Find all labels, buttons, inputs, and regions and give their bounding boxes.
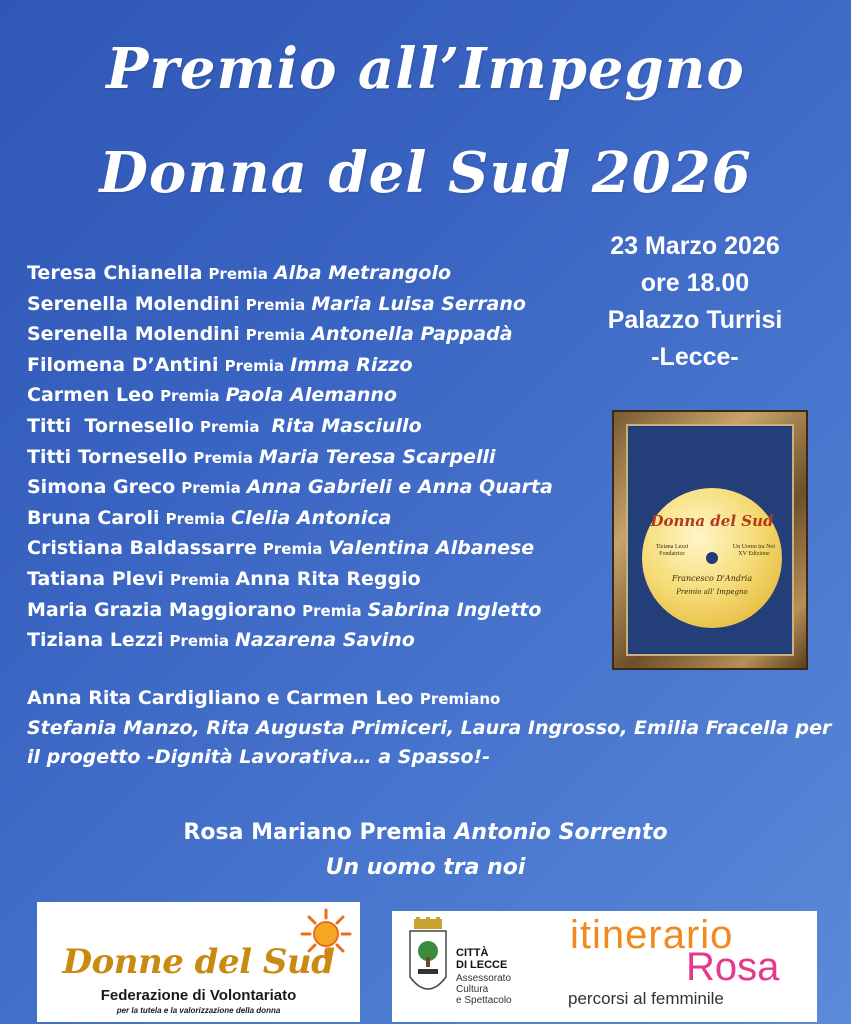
award-verb: Premia bbox=[245, 326, 306, 345]
awards-list bbox=[27, 258, 607, 656]
award-giver: Tiziana Lezzi bbox=[27, 629, 164, 652]
group-award-header bbox=[27, 684, 832, 714]
award-receiver: Rita Masciullo bbox=[271, 414, 422, 437]
plaque-right-line-2: XV Edizione bbox=[738, 551, 770, 557]
award-row bbox=[27, 319, 607, 350]
award-verb: Premia bbox=[169, 632, 229, 651]
award-row bbox=[27, 595, 607, 626]
award-giver: Serenella Molendini bbox=[27, 323, 240, 346]
assessorato-line-3: e Spettacolo bbox=[456, 995, 512, 1006]
plaque-prize: Premio all' Impegno bbox=[676, 588, 748, 596]
award-giver: Simona Greco bbox=[27, 476, 176, 499]
rosa-receiver: Antonio Sorrento bbox=[454, 820, 668, 845]
award-verb: Premia bbox=[245, 295, 306, 314]
group-award-receivers-2: il progetto -Dignità Lavorativa… a Spasso!- bbox=[27, 746, 491, 768]
group-award-verb: Premiano bbox=[419, 690, 501, 708]
group-award-receivers-1: Stefania Manzo, Rita Augusta Primiceri, Laura Ingrosso, Emilia Fracella per bbox=[27, 717, 832, 739]
award-verb: Premia bbox=[224, 356, 285, 375]
percorsi-tagline: percorsi al femminile bbox=[568, 989, 724, 1008]
award-giver: Titti Tornesello bbox=[27, 414, 194, 437]
award-verb: Premia bbox=[160, 387, 220, 406]
assessorato-label bbox=[456, 973, 512, 1006]
city-crest-icon bbox=[406, 917, 450, 1003]
rosa-verb: Premia bbox=[359, 820, 447, 845]
title-line-2: Donna del Sud 2026 bbox=[99, 140, 752, 206]
sponsors-logo-strip bbox=[392, 911, 817, 1022]
plaque-name: Francesco D'Andria bbox=[671, 574, 753, 583]
award-receiver: Imma Rizzo bbox=[290, 353, 413, 376]
plaque-panel bbox=[626, 424, 794, 656]
award-giver: Titti Tornesello bbox=[27, 445, 188, 468]
award-receiver: Paola Alemanno bbox=[225, 384, 397, 407]
federazione-tagline: per la tutela e la valorizzazione della donna bbox=[116, 1006, 281, 1015]
citta-line-2: DI LECCE bbox=[456, 959, 508, 971]
award-row bbox=[27, 380, 607, 411]
award-verb: Premia bbox=[302, 601, 362, 620]
award-giver: Teresa Chianella bbox=[27, 262, 203, 284]
federazione-label: Federazione di Volontariato bbox=[100, 987, 297, 1004]
award-giver: Maria Grazia Maggiorano bbox=[27, 598, 297, 621]
award-giver: Cristiana Baldassarre bbox=[27, 537, 257, 560]
award-row bbox=[27, 472, 607, 503]
award-receiver: Alba Metrangolo bbox=[273, 262, 452, 284]
event-time: ore 18.00 bbox=[640, 269, 750, 297]
group-award bbox=[27, 684, 832, 772]
award-row bbox=[27, 564, 607, 595]
award-verb: Premia bbox=[199, 417, 260, 436]
award-row bbox=[27, 411, 607, 442]
event-info bbox=[575, 228, 815, 376]
award-giver: Tatiana Plevi bbox=[27, 567, 164, 590]
group-award-givers: Anna Rita Cardigliano e Carmen Leo bbox=[27, 687, 414, 709]
plaque-right-text bbox=[730, 544, 778, 558]
award-row bbox=[27, 503, 607, 534]
award-verb: Premia bbox=[193, 448, 253, 467]
plaque-disc-hole bbox=[706, 552, 718, 564]
award-giver: Bruna Caroli bbox=[27, 506, 160, 529]
plaque-logo: Donna del Sud bbox=[650, 512, 774, 530]
donne-del-sud-logo bbox=[37, 902, 360, 1022]
award-giver: Filomena D’Antini bbox=[27, 353, 219, 376]
citta-di-lecce-label bbox=[456, 947, 507, 971]
award-plaque-image bbox=[612, 410, 808, 670]
citta-line-1: CITTÀ bbox=[456, 947, 489, 959]
award-giver: Carmen Leo bbox=[27, 384, 155, 407]
award-row bbox=[27, 258, 607, 289]
assessorato-line-2: Cultura bbox=[456, 984, 489, 995]
award-receiver: Anna Gabrieli e Anna Quarta bbox=[246, 476, 553, 499]
event-date: 23 Marzo 2026 bbox=[610, 232, 780, 260]
award-verb: Premia bbox=[165, 509, 226, 528]
event-venue: Palazzo Turrisi bbox=[607, 306, 783, 334]
plaque-disc bbox=[642, 488, 782, 628]
award-receiver: Nazarena Savino bbox=[235, 629, 415, 652]
award-row bbox=[27, 289, 607, 320]
award-row bbox=[27, 350, 607, 381]
award-row bbox=[27, 442, 607, 473]
award-receiver: Sabrina Ingletto bbox=[367, 598, 542, 621]
rosa-giver: Rosa Mariano bbox=[183, 820, 352, 845]
plaque-left-line-1: Tiziana Lezzi bbox=[655, 544, 689, 550]
award-verb: Premia bbox=[208, 265, 268, 283]
award-verb: Premia bbox=[169, 570, 230, 589]
award-receiver: Maria Luisa Serrano bbox=[311, 292, 526, 315]
rosa-subtitle: Un uomo tra noi bbox=[325, 855, 526, 880]
award-row bbox=[27, 625, 607, 656]
title-line-1: Premio all’Impegno bbox=[106, 36, 745, 102]
award-receiver: Anna Rita Reggio bbox=[235, 567, 421, 590]
award-receiver: Maria Teresa Scarpelli bbox=[258, 445, 496, 468]
assessorato-line-1: Assessorato bbox=[456, 973, 512, 984]
event-city: -Lecce- bbox=[651, 343, 739, 371]
award-verb: Premia bbox=[181, 479, 241, 498]
plaque-left-text bbox=[650, 544, 694, 558]
award-receiver: Antonella Pappadà bbox=[311, 323, 513, 346]
plaque-left-line-2: Fondatrice bbox=[659, 551, 685, 557]
award-receiver: Clelia Antonica bbox=[231, 506, 392, 529]
award-row bbox=[27, 533, 607, 564]
award-receiver: Valentina Albanese bbox=[328, 537, 535, 560]
donne-del-sud-wordmark: Donne del Sud bbox=[62, 942, 335, 982]
award-verb: Premia bbox=[262, 540, 323, 559]
award-giver: Serenella Molendini bbox=[27, 292, 240, 315]
rosa-award bbox=[0, 820, 851, 845]
plaque-right-line-1: Un Uomo tra Noi bbox=[732, 544, 776, 550]
itinerario-wordmark: itinerario bbox=[570, 913, 734, 957]
rosa-wordmark: Rosa bbox=[686, 945, 780, 989]
